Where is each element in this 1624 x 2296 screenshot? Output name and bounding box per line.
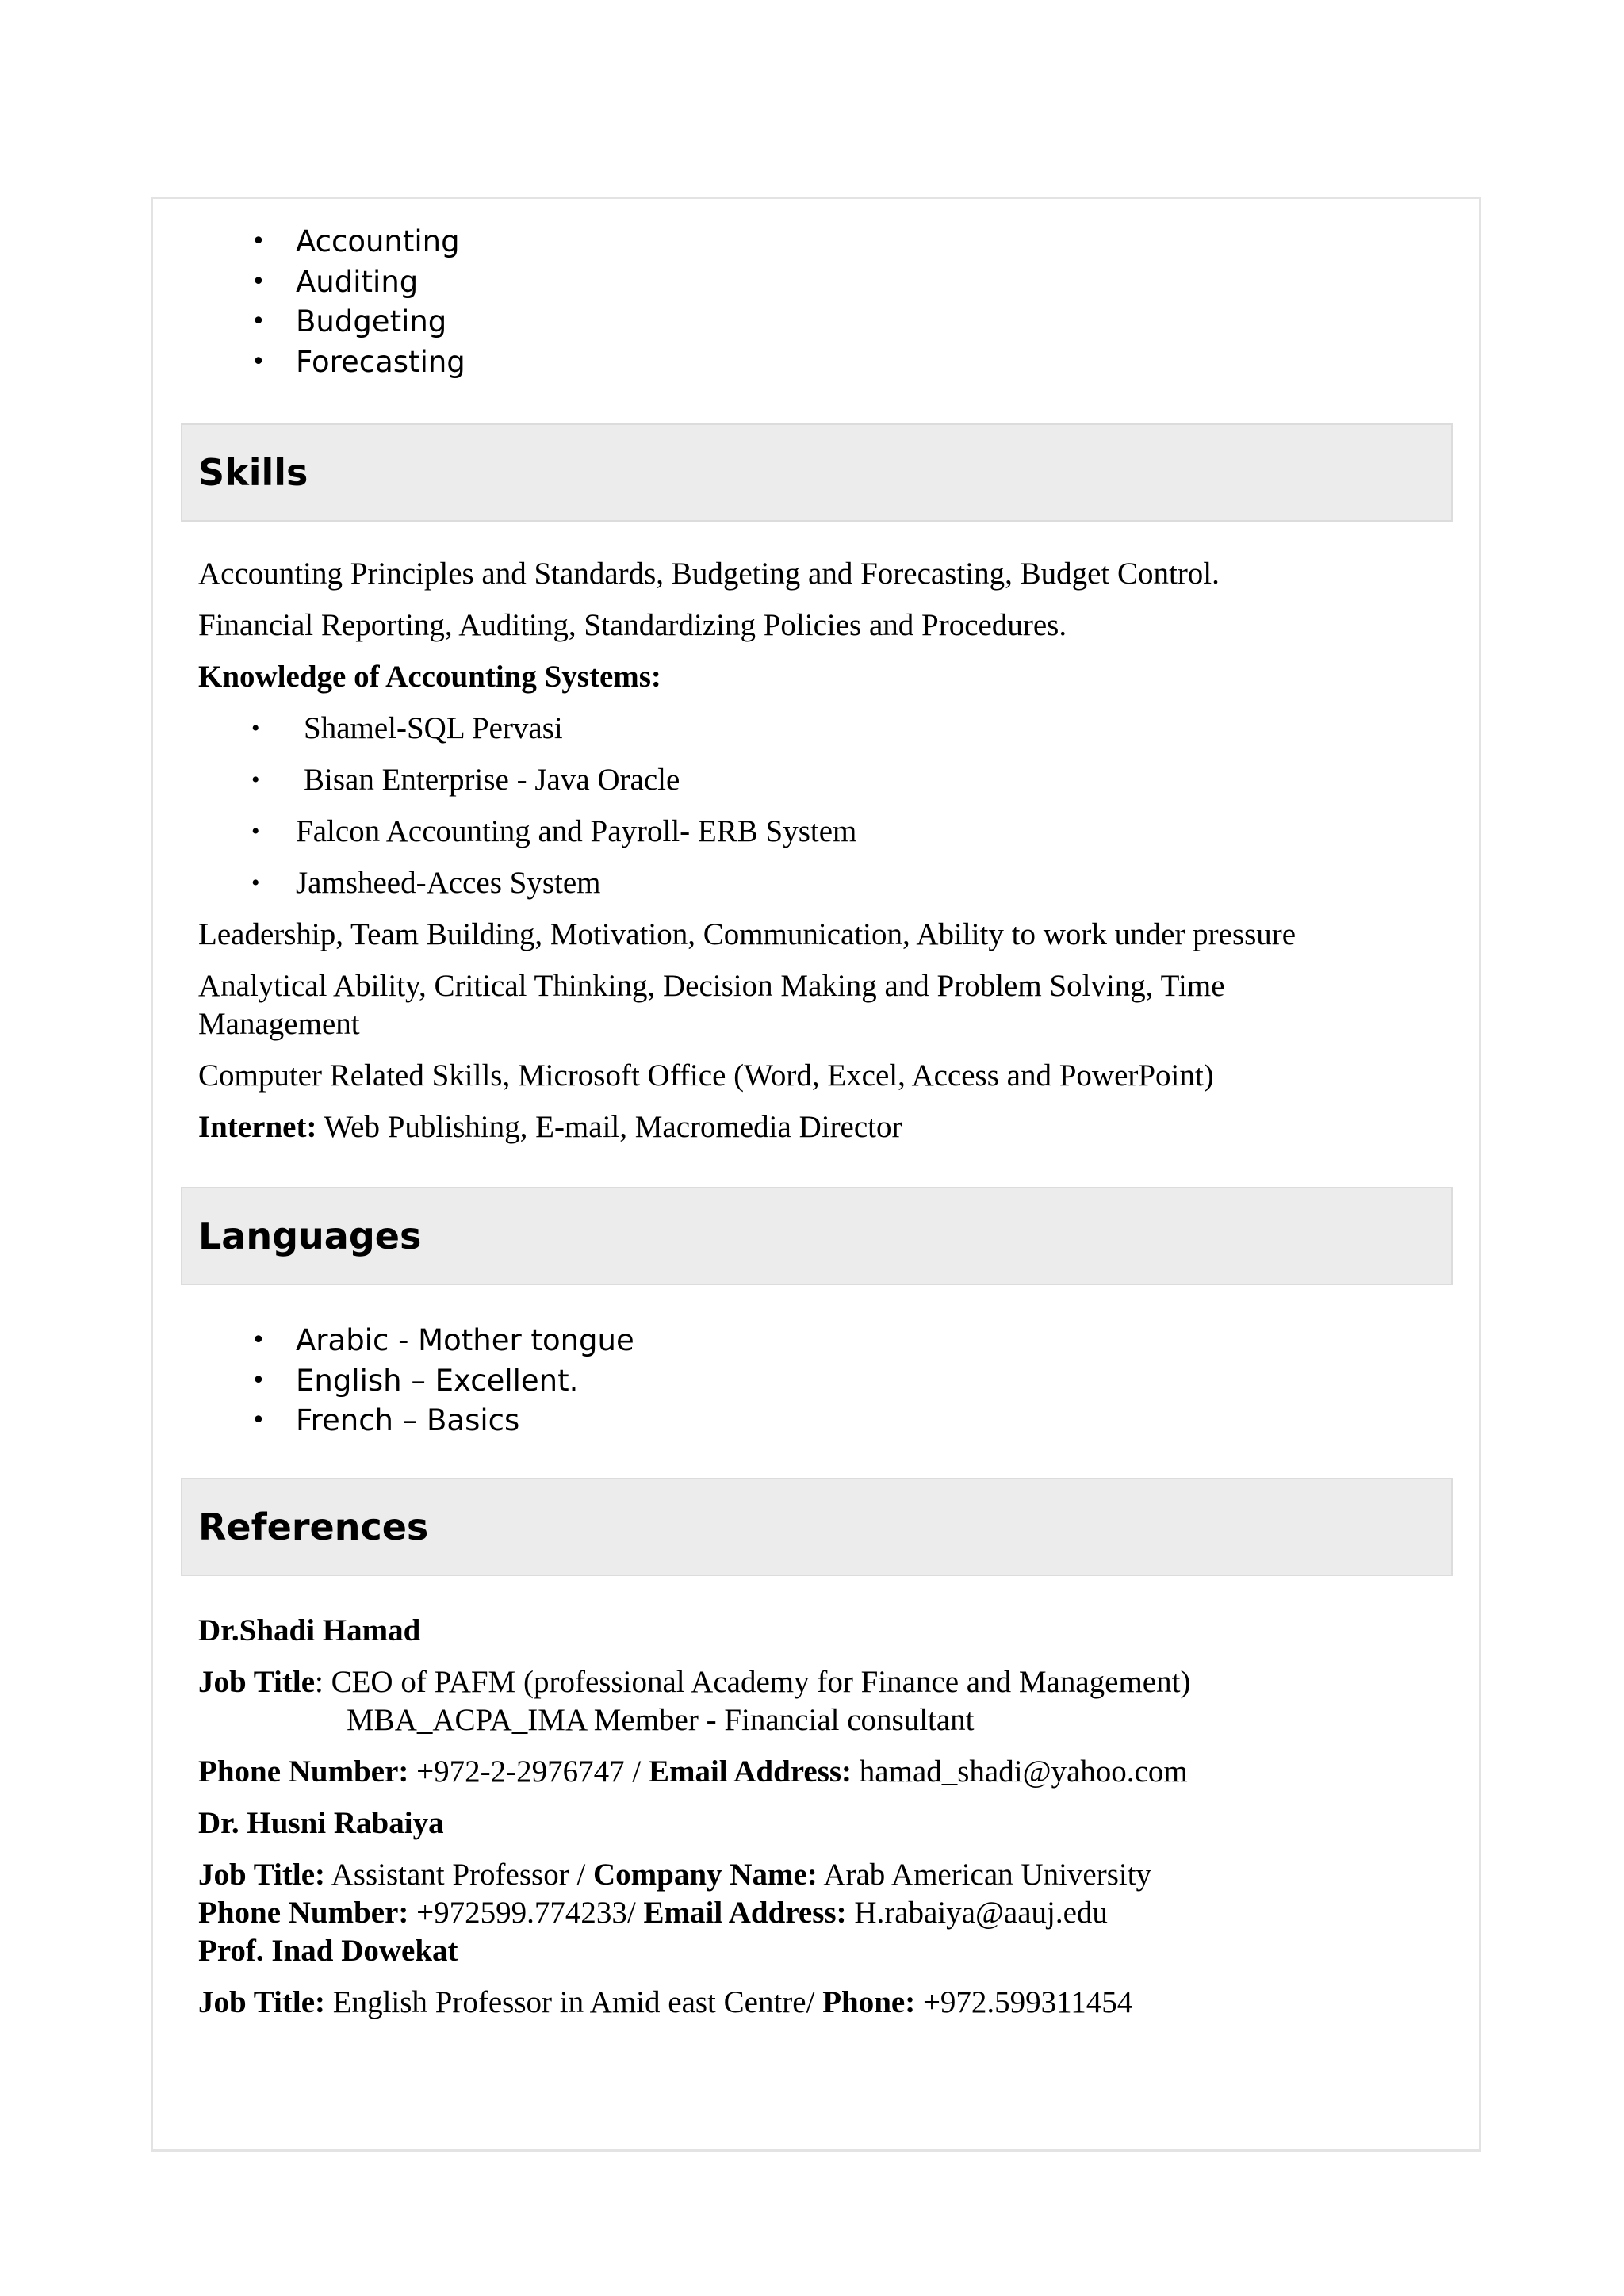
bullet-icon: • xyxy=(251,228,266,255)
internet-label: Internet: xyxy=(198,1110,317,1144)
email-label: Email Address: xyxy=(648,1755,852,1789)
job-title-label: Job Title: xyxy=(198,1858,325,1892)
bullet-icon: • xyxy=(251,1406,266,1434)
skills-line-internet xyxy=(198,1108,902,1146)
company-value: Arab American University xyxy=(817,1858,1152,1892)
references-section-header xyxy=(181,1478,1453,1576)
skills-line-leadership: Leadership, Team Building, Motivation, Communication, Ability to work under pressure xyxy=(198,917,1297,951)
email-label: Email Address: xyxy=(643,1896,847,1930)
bullet-icon: • xyxy=(251,308,266,335)
languages-heading: Languages xyxy=(198,1215,422,1257)
bullet-icon: • xyxy=(251,767,260,793)
accounting-systems-list xyxy=(151,710,856,916)
list-item: • French – Basics xyxy=(151,1401,634,1441)
skills-line-analytical-cont: Management xyxy=(198,1007,360,1041)
email-value: hamad_shadi@yahoo.com xyxy=(852,1755,1188,1789)
skills-section-header xyxy=(181,423,1453,522)
bullet-icon: • xyxy=(251,1366,266,1395)
internet-value: Web Publishing, E-mail, Macromedia Director xyxy=(316,1110,902,1144)
top-bullet-list xyxy=(151,222,465,382)
bullet-icon: • xyxy=(251,1326,266,1354)
reference-job-title-cont: MBA_ACPA_IMA Member - Financial consultant xyxy=(347,1703,975,1737)
bullet-icon: • xyxy=(251,715,260,741)
reference-contact xyxy=(198,1753,1188,1791)
languages-list xyxy=(151,1321,634,1441)
phone-value: +972-2-2976747 / xyxy=(408,1755,649,1789)
company-label: Company Name: xyxy=(593,1858,818,1892)
skills-line-reporting: Financial Reporting, Auditing, Standardizing Policies and Procedures. xyxy=(198,608,1067,642)
list-item: • Accounting xyxy=(151,222,465,262)
reference-name: Dr. Husni Rabaiya xyxy=(198,1806,444,1840)
list-item: • Bisan Enterprise - Java Oracle xyxy=(151,761,856,813)
list-item: • Auditing xyxy=(151,262,465,303)
skills-line-principles: Accounting Principles and Standards, Budgeting and Forecasting, Budget Control. xyxy=(198,557,1220,591)
reference-job-title xyxy=(198,1663,1190,1701)
reference-name: Prof. Inad Dowekat xyxy=(198,1934,458,1968)
reference-job-title xyxy=(198,1856,1151,1894)
skills-line-computer: Computer Related Skills, Microsoft Office (Word, Excel, Access and PowerPoint) xyxy=(198,1058,1214,1093)
job-title-value: : CEO of PAFM (professional Academy for Finance and Management) xyxy=(315,1665,1191,1699)
bullet-icon: • xyxy=(251,818,260,844)
reference-contact xyxy=(198,1894,1108,1932)
list-item: • Shamel-SQL Pervasi xyxy=(151,710,856,761)
languages-section-header xyxy=(181,1187,1453,1285)
phone-label: Phone Number: xyxy=(198,1896,409,1930)
bullet-icon: • xyxy=(251,347,266,376)
job-title-label: Job Title: xyxy=(198,1985,325,2019)
phone-label: Phone: xyxy=(822,1985,916,2019)
list-item: • Forecasting xyxy=(151,342,465,383)
phone-label: Phone Number: xyxy=(198,1755,409,1789)
accounting-systems-heading: Knowledge of Accounting Systems: xyxy=(198,660,661,694)
phone-value: +972599.774233/ xyxy=(408,1896,644,1930)
list-item: • English – Excellent. xyxy=(151,1361,634,1402)
reference-job-title xyxy=(198,1984,1132,2022)
skills-heading: Skills xyxy=(198,451,308,494)
phone-value: +972.599311454 xyxy=(915,1985,1133,2019)
list-item: • Budgeting xyxy=(151,302,465,342)
skills-line-analytical: Analytical Ability, Critical Thinking, Decision Making and Problem Solving, Time xyxy=(198,969,1225,1003)
job-title-value: English Professor in Amid east Centre/ xyxy=(325,1985,823,2019)
job-title-label: Job Title xyxy=(198,1665,316,1699)
email-value: H.rabaiya@aauj.edu xyxy=(846,1896,1108,1930)
references-heading: References xyxy=(198,1506,429,1548)
list-item: • Jamsheed-Acces System xyxy=(151,864,856,916)
bullet-icon: • xyxy=(251,267,266,296)
reference-name: Dr.Shadi Hamad xyxy=(198,1613,421,1647)
list-item: • Falcon Accounting and Payroll- ERB System xyxy=(151,813,856,864)
job-title-value: Assistant Professor / xyxy=(325,1858,594,1892)
bullet-icon: • xyxy=(251,870,260,896)
list-item: • Arabic - Mother tongue xyxy=(151,1321,634,1361)
